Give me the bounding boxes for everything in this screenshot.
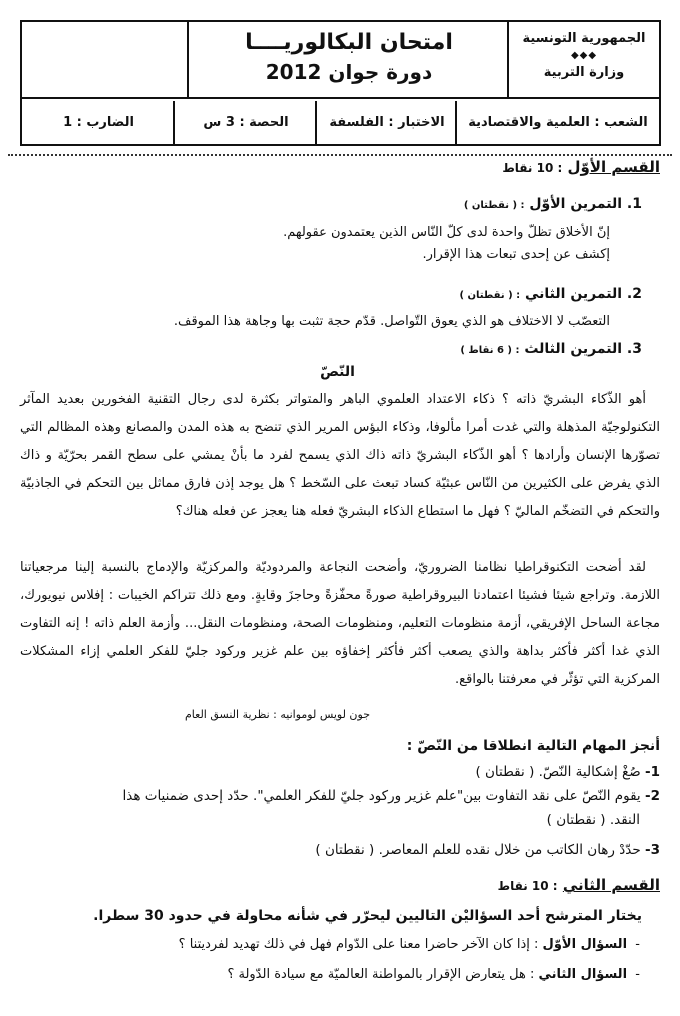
part2-instruction: يختار المترشح أحد السؤاليْن التاليين ليحرّر في شأنه محاولة في حدود 30 سطرا. xyxy=(93,908,642,924)
tasks-title: أنجز المهام التالية انطلاقا من النّصّ : xyxy=(406,738,660,754)
part2-points: : 10 نقاط xyxy=(497,879,558,893)
header-bottom-row xyxy=(22,101,659,144)
exam-session: دورة جوان 2012 xyxy=(265,60,433,84)
bullet-dash-icon: - xyxy=(631,937,640,952)
task-item xyxy=(15,786,660,807)
task-item xyxy=(15,840,660,861)
duration-label: الحصة : 3 س xyxy=(203,115,289,130)
ex1-points: : ( نقطتان ) xyxy=(463,200,525,211)
ex2-title: التمرين الثاني xyxy=(525,286,623,302)
question-text: : إذا كان الآخر حاضرا معنا على الدّوام فهل في ذلك تهديد لفرديتنا ؟ xyxy=(178,937,539,952)
task-text-continued: النقد. ( نقطتان ) xyxy=(546,812,640,828)
question-label: السؤال الأوّل xyxy=(542,937,628,952)
ex1-line: إنّ الأخلاق تظلّ واحدة لدى كلّ النّاس الذين يعتمدون عقولهم. xyxy=(283,225,610,240)
subject-label: الاختبار : الفلسفة xyxy=(329,115,445,130)
part1-points: : 10 نقاط xyxy=(502,161,563,175)
text-title: النّصّ xyxy=(320,364,355,380)
exam-header xyxy=(20,20,661,146)
header-divider xyxy=(187,22,189,97)
stars-ornament-icon: ◆◆◆ xyxy=(570,50,598,61)
exam-title: امتحان البكالوريــــا xyxy=(245,30,453,55)
coefficient-label: الضارب : 1 xyxy=(63,115,134,130)
ex2-heading xyxy=(0,286,642,302)
task-text: صُغْ إشكالية النّصّ. ( نقطتان ) xyxy=(475,764,641,780)
ex2-number: 2. xyxy=(626,286,642,302)
republic-name: الجمهورية التونسية xyxy=(522,31,646,46)
text-paragraph-2: لقد أضحت التكنوقراطيا نظامنا الضروريّ، وأضحت النجاعة والمردوديّة والمركزيّة والإدماج بالنسبة إلينا مرجعياتنا اللازمة. وتراجع شيئا فشيئا اعتمادنا البيروقراطية صورةً محفّزةً وحاجزَ وقايةٍ. ومع ذلك تتراكم الخيبات : إفلاس نيويورك، مجاعة الساحل الإفريقي، أزمة منظومات التعليم، ومنظومات الصحة، ومنظومات النقل... وأزمة العلم ذاته ! إنه التفاوت الذي غدا أكثر فأكثر بداهة والذي يصعب أكثر فأكثر إخفاؤه بين علم غزير وركود جليّ للفكر العلمي إزاء المشكلات المركزية التي تؤثّر في معرفتنا بالواقع. xyxy=(20,560,660,687)
task-text: يقوم النّصّ على نقد التفاوت بين"علم غزير وركود جليّ للفكر العلمي". حدّد إحدى ضمنيات هذا xyxy=(122,788,641,804)
ex3-title: التمرين الثالث xyxy=(524,341,623,357)
header-top-row xyxy=(22,22,659,99)
ministry-name: وزارة التربية xyxy=(543,65,625,80)
task-number: 1- xyxy=(644,764,660,780)
part2-heading xyxy=(15,876,660,894)
ex1-number: 1. xyxy=(626,196,642,212)
question-item xyxy=(0,934,640,955)
task-text: حدّدْ رهان الكاتب من خلال نقده للعلم المعاصر. ( نقطتان ) xyxy=(315,842,641,858)
ex1-heading xyxy=(0,196,642,212)
part1-heading xyxy=(15,158,660,176)
ex3-heading xyxy=(0,341,642,357)
branch-label: الشعب : العلمية والاقتصادية xyxy=(468,115,648,130)
ministry-block xyxy=(509,22,659,97)
bullet-dash-icon: - xyxy=(631,967,640,982)
text-source: جون لويس لوموانيه : نظرية النسق العام xyxy=(184,708,370,721)
question-text: : هل يتعارض الإقرار بالمواطنة العالميّة مع سيادة الدّولة ؟ xyxy=(227,967,535,982)
ex3-number: 3. xyxy=(626,341,642,357)
part2-title: القسم الثاني xyxy=(562,876,660,894)
task-number: 2- xyxy=(644,788,660,804)
exam-title-block xyxy=(189,22,509,97)
ex1-title: التمرين الأوّل xyxy=(529,196,623,212)
question-label: السؤال الثاني xyxy=(538,967,628,982)
ex1-line: إكشف عن إحدى تبعات هذا الإقرار. xyxy=(422,247,610,262)
ex2-points: : ( نقطتان ) xyxy=(459,290,521,301)
text-paragraph-1: أهو الذّكاء البشريّ ذاته ؟ ذكاء الاعتداد العلموي الباهر والمتواتر بكثرة لدى رجال التقنية الفخورين بعديد المآثر التكنولوجيّة المذهلة والتي غدت أمرا مألوفا، وذكاء البؤس المرير الذي تنضح به هذه المدن والمصانع وهذه المظالم التي تصوّرها الإنسان وأرادها ؟ أهو الذّكاء البشريّ ذاته ذاك الذي يسمح لفرد ما بأنْ يمشي على سطح القمر بحرّيّة و ذاك الذي يفرض على الكثيرين من النّاس عبثيّة كساد تبعث على السّخط ؟ هل يوجد إذن فارق مماثل بين التحكم في الجاذبيّة والتحكم في التضخّم الماليّ ؟ فهل ما استطاع الذكاء البشريّ فعله هنا يعجز عن فعله هناك؟ xyxy=(20,392,660,519)
task-number: 3- xyxy=(644,842,660,858)
part1-title: القسم الأوّل xyxy=(567,158,660,176)
task-item xyxy=(15,762,660,783)
ex3-points: : ( 6 نقاط ) xyxy=(460,345,520,356)
question-item xyxy=(0,964,640,985)
ex2-line: التعصّب لا الاختلاف هو الذي يعوق التّواصل. قدّم حجة تثبت بها وجاهة هذا الموقف. xyxy=(173,314,610,329)
dotted-separator xyxy=(8,154,672,156)
